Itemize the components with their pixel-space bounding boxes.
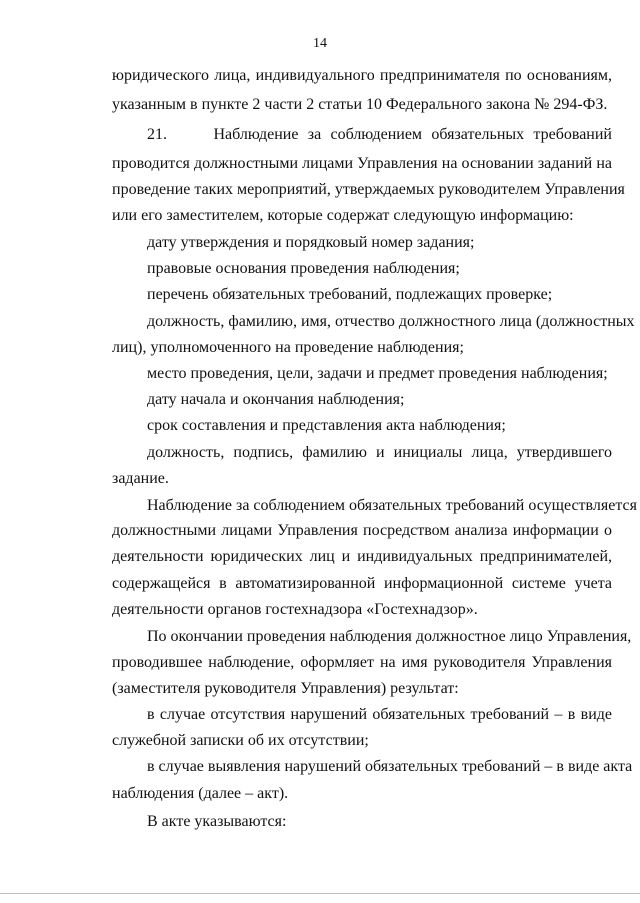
text-line: проводится должностными лицами Управления на основании заданий на xyxy=(112,155,612,172)
text-line: указанным в пункте 2 части 2 статьи 10 Федерального закона № 294-ФЗ. xyxy=(112,96,608,113)
text-line: Наблюдение за соблюдением обязательных требований осуществляется xyxy=(147,497,637,514)
text-line: служебной записки об их отсутствии; xyxy=(112,732,369,749)
text-line: задание. xyxy=(112,470,169,487)
text-line: должностными лицами Управления посредством анализа информации о xyxy=(112,522,612,539)
text-line: лиц), уполномоченного на проведение наблюдения; xyxy=(112,339,464,356)
text-line: место проведения, цели, задачи и предмет проведения наблюдения; xyxy=(147,365,608,382)
text-line: должность, подпись, фамилию и инициалы лица, утвердившего xyxy=(147,444,612,461)
text-line: содержащейся в автоматизированной информационной системе учета xyxy=(112,575,612,592)
footer-rule xyxy=(0,893,640,894)
text-line: деятельности юридических лиц и индивидуальных предпринимателей, xyxy=(112,548,612,565)
text-line: (заместителя руководителя Управления) результат: xyxy=(112,680,459,697)
text-line: перечень обязательных требований, подлежащих проверке; xyxy=(147,286,553,303)
text-line: дату начала и окончания наблюдения; xyxy=(147,391,405,408)
text-line: 21. Наблюдение за соблюдением обязательных требований xyxy=(147,126,612,143)
text-line: наблюдения (далее – акт). xyxy=(112,785,289,802)
text-line: юридического лица, индивидуального предпринимателя по основаниям, xyxy=(112,67,612,84)
text-line: проводившее наблюдение, оформляет на имя руководителя Управления xyxy=(112,654,612,671)
text-line: проведение таких мероприятий, утверждаемых руководителем Управления xyxy=(112,181,625,198)
text-line: В акте указываются: xyxy=(147,813,287,830)
text-line: По окончании проведения наблюдения должностное лицо Управления, xyxy=(147,628,632,645)
page-number: 14 xyxy=(313,36,327,51)
text-line: в случае выявления нарушений обязательных требований – в виде акта xyxy=(147,758,633,775)
text-line: деятельности органов гостехнадзора «Гостехнадзор». xyxy=(112,601,478,618)
text-line: правовые основания проведения наблюдения; xyxy=(147,260,460,277)
text-line: в случае отсутствия нарушений обязательных требований – в виде xyxy=(147,706,612,723)
text-line: срок составления и представления акта наблюдения; xyxy=(147,417,506,434)
text-line: должность, фамилию, имя, отчество должностного лица (должностных xyxy=(147,313,635,330)
text-line: или его заместителем, которые содержат следующую информацию: xyxy=(112,207,574,224)
text-line: дату утверждения и порядковый номер задания; xyxy=(147,234,475,251)
